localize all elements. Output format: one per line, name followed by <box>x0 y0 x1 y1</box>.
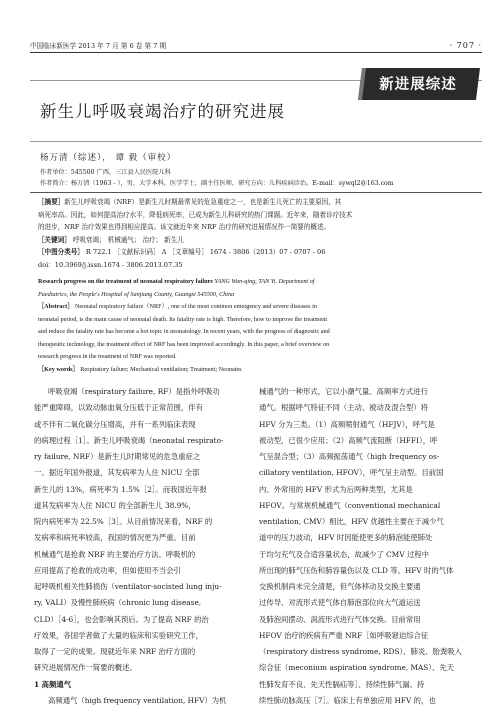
body-line: 械通气的一种形式，它以小潮气量、高频率方式进行 <box>259 387 428 396</box>
body-line: 性肺发育不良、先天性膈疝等］、持续性肺气漏、持 <box>259 679 425 689</box>
body-line: 通气。根据呼气特征不同（主动、被动及混合型）将 <box>259 403 428 413</box>
body-line: 新生儿的 13%，病死率为 1.5%［2］。而我国近年报 <box>34 484 207 494</box>
body-line: 发病率和病死率较高，我国的情况更为严重。目前 <box>34 533 196 543</box>
journal-info: 中国临床新医学 2013 年 7 月 第 6 卷 第 7 期 <box>30 42 167 50</box>
body-line: 的病理过程［1］。新生儿呼吸衰竭（neonatal respirato- <box>34 435 224 445</box>
body-column-right <box>259 384 464 709</box>
body-line: 或不伴有二氧化碳分压增高，并有一系列临床表现 <box>34 419 196 429</box>
body-line: 疗效果，各国学者做了大量的临床和实验研究工作， <box>34 630 203 640</box>
body-line: 道中的压力波动，HFV 时因能使更多的肺泡能使肺处 <box>259 533 433 543</box>
doi: doi：10.3969/j.issn.1674 - 3806.2013.07.35 <box>38 260 183 269</box>
body-line: 高频通气（high frequency ventilation, HFV）为机 <box>48 695 227 705</box>
body-line: 院内病死率为 22.5%［3］。从目前情况来看，NRF 的 <box>34 517 213 526</box>
abstract-en-line: therapeutic technology, the treatment effect of NRF has been improved accordingly. In this paper, a brief overview on <box>38 340 330 348</box>
body-line: 于均匀充气及合适容量状态，故减少了 CMV 过程中 <box>259 549 429 559</box>
abstract-en-line: neonatal period, is the main cause of neonatal death. Its fatality rate is high. Therefore, how to improve the treatment <box>38 315 328 323</box>
body-line: 续性肺动脉高压［7］。临床上有单独应用 HFV 的，也 <box>259 695 436 705</box>
body-line: 所出现的肺气压伤和肺容量伤以及 CLD 等。HFV 时的气体 <box>259 565 454 575</box>
body-line: 被动型，已很少应用；（2）高频气流阻断（HFFI），呼 <box>259 435 438 445</box>
body-line: 交换机制尚未完全清楚，但气体移动及交换主要通 <box>259 582 421 591</box>
body-line: 道其发病率为人住 NICU 的全部新生儿 38.9%， <box>34 500 196 510</box>
body-column-left <box>34 384 239 709</box>
section-heading: 1 高频通气 <box>34 679 72 689</box>
article-title: 新生儿呼吸衰竭治疗的研究进展 <box>40 102 285 121</box>
author-bio: 作者简介：杨万清（1963 - ），男，大学本科，医学学士，副主任医师，研究方向：儿科疾病诊治。E-mail：sywql2@163.com <box>40 180 394 187</box>
body-line: ry failure, NRF）是新生儿时期常见的危急重症之 <box>34 452 201 461</box>
body-line: 能严重障碍，以致动脉血氧分压低于正常范围，伴有 <box>34 403 203 413</box>
body-line: HFOV。与常规机械通气（conventional mechanical <box>259 500 441 510</box>
english-affiliation: Paediatrics, the People's Hospital of Sanjiang County, Guangxi 545500, China <box>38 290 235 298</box>
body-line: 机械通气是抢救 NRF 的主要治疗方法。呼吸机的 <box>34 549 196 559</box>
body-line: 应用提高了抢救的成功率，但如使用不当会引 <box>34 565 181 575</box>
running-header <box>30 38 482 53</box>
author-affiliation: 作者单位：545500 广西，三江县人民医院儿科 <box>40 169 171 176</box>
authors: 杨万清（综述）， 谭 毅（审校） <box>40 153 177 163</box>
abstract-cn-line: ［摘要］新生儿呼吸衰竭（NRF）是新生儿时期最常见的危急重症之一，也是新生儿死亡的主要原因，其 <box>38 198 342 206</box>
body-line: （respiratory distress syndrome, RDS）、肺炎、胎粪吸入 <box>259 647 462 656</box>
body-line: 气呈混合型；（3）高频振荡通气（high frequency os- <box>259 452 440 461</box>
body-line: 综合征（meconium aspiration syndrome, MAS）、先天 <box>259 663 455 673</box>
abstract-cn-line: 病死率高。因此，如何提高治疗水平，降低病死率，已成为新生儿科研究的热门课题。近年来，随着诊疗技术 <box>38 210 353 219</box>
body-line: HFV 分为三类。（1）高频喷射通气（HFJV），呼气是 <box>259 419 435 429</box>
body-line: 取得了一定的成果。现就近年来 NRF 治疗方面的 <box>34 647 196 656</box>
body-line: ry, VALI）及慢性肺疾病（chronic lung disease, <box>34 598 202 608</box>
body-line: 内、外常用的 HFV 形式为后两种类型，尤其是 <box>259 484 413 494</box>
abstract-en-line: ［Abstract］ Neonatal respiratory failure（NRF）, one of the most common emergency and severe diseases in <box>38 303 317 310</box>
page-number: · 707 · <box>449 40 482 50</box>
body-line: 过传导、对流形式使气体自肺泡部位向大气道运送 <box>259 598 421 608</box>
section-banner-label: 新进展综述 <box>379 76 457 93</box>
abstract-cn-line: 的进步，NRF 治疗效果也得到相应提高。该文就近年来 NRF 治疗的研究进展情况作一简要的概述。 <box>38 223 330 231</box>
body-line: ventilation, CMV）相比，HFV 优越性主要在于减少气 <box>259 517 444 526</box>
body-line: CLD）［4-6］，也会影响其预后。为了提高 NRF 的治 <box>34 614 209 624</box>
header-divider <box>30 192 482 193</box>
body-line: 一。据近年国外报道，其发病率为人住 NICU 全部 <box>34 468 200 478</box>
keywords-en: ［Key words］ Respiratory failure; Mechanical ventilation; Treatment; Neonates <box>38 365 242 373</box>
keywords-cn: ［关键词］ 呼吸衰竭； 机械通气； 治疗； 新生儿 <box>38 235 184 244</box>
body-line: 研究进展情况作一简要的概述。 <box>34 663 137 673</box>
english-title-line: Research progress on the treatment of neonatal respiratory failure YANG Wan-qing, TAN Yi. Department of <box>38 278 315 285</box>
body-line: HFOV 治疗的疾病有严重 NRF［如呼吸窘迫综合征 <box>259 630 429 640</box>
body-line: 及肺泡间摆动、涡流形式进行气体交换。目前常用 <box>259 614 421 624</box>
body-line: cillatory ventilation, HFOV），呼气呈主动型。目前国 <box>259 468 444 478</box>
body-line: 呼吸衰竭（respiratory failure, RF）是指外呼吸功 <box>48 387 220 396</box>
classification-cn: ［中图分类号］ R 722.1 ［文献标识码］ A ［文章编号］ 1674 - 3806（2013）07 - 0707 - 06 <box>38 248 326 256</box>
body-line: 起呼吸机相关性肺损伤（ventilator-socisted lung inju- <box>34 582 222 591</box>
abstract-en-line: research progress in the treatment of NRF was reported. <box>38 353 177 360</box>
abstract-en-line: and reduce the fatality rate has become a hot topic in neonatology. In recent years, with the progress of diagnostic and <box>38 328 330 335</box>
